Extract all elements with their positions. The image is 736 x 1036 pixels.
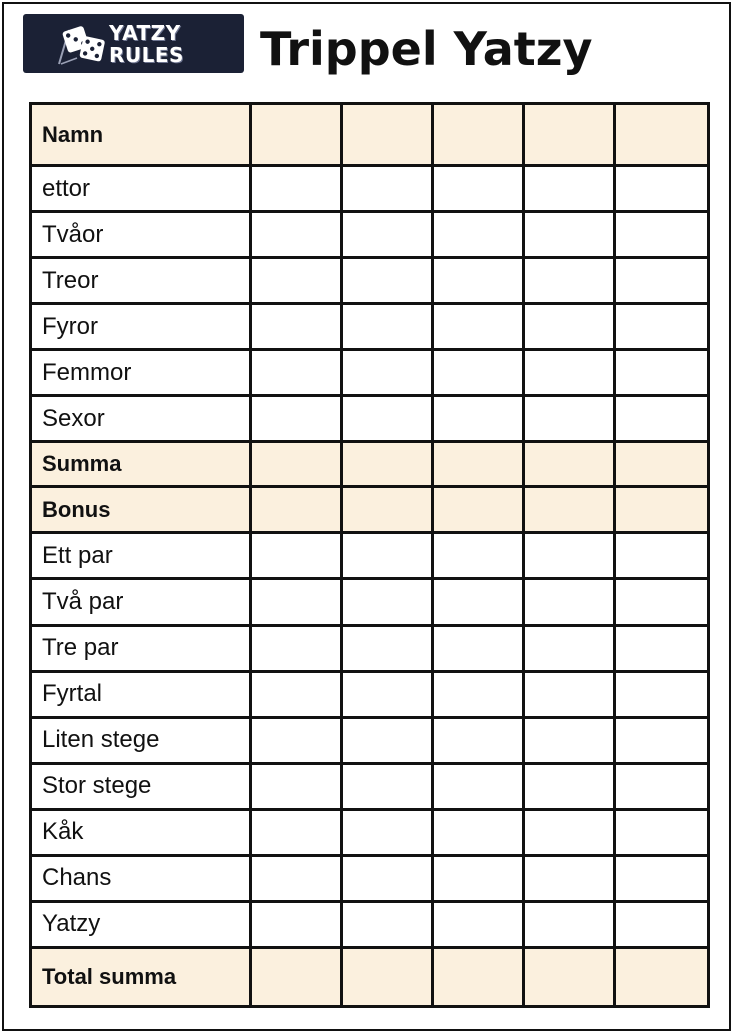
row-label: Stor stege — [31, 763, 251, 809]
score-cell[interactable] — [615, 579, 709, 625]
score-cell[interactable] — [615, 487, 709, 533]
row-label: Summa — [31, 442, 251, 487]
score-cell[interactable] — [615, 855, 709, 901]
score-cell[interactable] — [342, 763, 433, 809]
page-title: Trippel Yatzy — [260, 22, 593, 76]
row-label: Liten stege — [31, 717, 251, 763]
scorecard-table — [29, 102, 710, 1008]
score-cell[interactable] — [524, 350, 615, 396]
score-cell[interactable] — [251, 763, 342, 809]
score-cell[interactable] — [524, 671, 615, 717]
score-cell[interactable] — [251, 166, 342, 212]
row-label: Ett par — [31, 533, 251, 579]
score-cell[interactable] — [251, 258, 342, 304]
score-cell[interactable] — [342, 487, 433, 533]
score-cell[interactable] — [251, 625, 342, 671]
score-cell[interactable] — [524, 304, 615, 350]
score-cell[interactable] — [342, 396, 433, 442]
score-cell[interactable] — [433, 717, 524, 763]
score-row — [31, 533, 709, 579]
score-cell[interactable] — [433, 104, 524, 166]
score-cell[interactable] — [524, 901, 615, 947]
score-cell[interactable] — [524, 809, 615, 855]
score-cell[interactable] — [342, 855, 433, 901]
score-cell[interactable] — [433, 487, 524, 533]
row-label: Tre par — [31, 625, 251, 671]
score-cell[interactable] — [615, 809, 709, 855]
row-label: Treor — [31, 258, 251, 304]
score-cell[interactable] — [433, 166, 524, 212]
score-cell[interactable] — [342, 579, 433, 625]
score-cell[interactable] — [251, 350, 342, 396]
score-cell[interactable] — [342, 671, 433, 717]
score-cell[interactable] — [251, 304, 342, 350]
row-label: ettor — [31, 166, 251, 212]
score-cell[interactable] — [524, 533, 615, 579]
score-cell[interactable] — [342, 104, 433, 166]
score-row — [31, 487, 709, 533]
score-cell[interactable] — [615, 212, 709, 258]
score-cell[interactable] — [615, 396, 709, 442]
row-label: Sexor — [31, 396, 251, 442]
score-cell[interactable] — [251, 487, 342, 533]
dice-icon — [55, 20, 109, 68]
score-row — [31, 396, 709, 442]
score-cell[interactable] — [251, 809, 342, 855]
score-cell[interactable] — [342, 350, 433, 396]
score-cell[interactable] — [342, 442, 433, 487]
score-cell[interactable] — [433, 809, 524, 855]
score-cell[interactable] — [342, 625, 433, 671]
score-cell[interactable] — [342, 809, 433, 855]
score-cell[interactable] — [524, 442, 615, 487]
score-cell[interactable] — [524, 579, 615, 625]
score-row — [31, 442, 709, 487]
row-label: Tvåor — [31, 212, 251, 258]
score-cell[interactable] — [433, 671, 524, 717]
row-label: Femmor — [31, 350, 251, 396]
score-cell[interactable] — [251, 104, 342, 166]
score-cell[interactable] — [524, 717, 615, 763]
row-label: Chans — [31, 855, 251, 901]
score-cell[interactable] — [433, 763, 524, 809]
row-label: Yatzy — [31, 901, 251, 947]
score-cell[interactable] — [615, 947, 709, 1006]
score-cell[interactable] — [615, 258, 709, 304]
score-cell[interactable] — [433, 350, 524, 396]
score-cell[interactable] — [251, 947, 342, 1006]
score-row — [31, 763, 709, 809]
logo-text-rules: RULES — [109, 43, 184, 67]
score-cell[interactable] — [342, 166, 433, 212]
score-cell[interactable] — [524, 396, 615, 442]
score-cell[interactable] — [615, 104, 709, 166]
score-row — [31, 579, 709, 625]
score-cell[interactable] — [615, 625, 709, 671]
score-cell[interactable] — [524, 258, 615, 304]
row-label: Kåk — [31, 809, 251, 855]
score-cell[interactable] — [342, 304, 433, 350]
score-row — [31, 258, 709, 304]
score-cell[interactable] — [251, 396, 342, 442]
score-row — [31, 625, 709, 671]
score-row — [31, 901, 709, 947]
score-cell[interactable] — [433, 442, 524, 487]
score-cell[interactable] — [524, 947, 615, 1006]
score-cell[interactable] — [615, 304, 709, 350]
score-cell[interactable] — [342, 901, 433, 947]
score-cell[interactable] — [433, 258, 524, 304]
score-cell[interactable] — [433, 579, 524, 625]
score-cell[interactable] — [433, 533, 524, 579]
score-cell[interactable] — [251, 533, 342, 579]
score-cell[interactable] — [524, 166, 615, 212]
score-cell[interactable] — [524, 487, 615, 533]
score-cell[interactable] — [251, 671, 342, 717]
score-row — [31, 717, 709, 763]
score-cell[interactable] — [524, 104, 615, 166]
score-cell[interactable] — [433, 304, 524, 350]
score-row — [31, 671, 709, 717]
score-cell[interactable] — [251, 442, 342, 487]
score-cell[interactable] — [433, 855, 524, 901]
score-cell[interactable] — [524, 212, 615, 258]
score-cell[interactable] — [251, 579, 342, 625]
score-cell[interactable] — [433, 901, 524, 947]
score-cell[interactable] — [433, 212, 524, 258]
score-cell[interactable] — [342, 717, 433, 763]
row-label: Fyrtal — [31, 671, 251, 717]
score-cell[interactable] — [615, 533, 709, 579]
score-row — [31, 809, 709, 855]
logo-text-yatzy: YATZY — [109, 21, 181, 45]
score-cell[interactable] — [615, 763, 709, 809]
row-label: Namn — [31, 104, 251, 166]
score-row — [31, 104, 709, 166]
score-cell[interactable] — [615, 671, 709, 717]
score-cell[interactable] — [251, 212, 342, 258]
score-cell[interactable] — [251, 901, 342, 947]
score-cell[interactable] — [524, 625, 615, 671]
score-cell[interactable] — [433, 396, 524, 442]
score-cell[interactable] — [433, 947, 524, 1006]
row-label: Fyror — [31, 304, 251, 350]
row-label: Bonus — [31, 487, 251, 533]
score-cell[interactable] — [342, 947, 433, 1006]
score-cell[interactable] — [342, 258, 433, 304]
score-cell[interactable] — [524, 855, 615, 901]
score-row — [31, 212, 709, 258]
score-cell[interactable] — [251, 717, 342, 763]
score-row — [31, 304, 709, 350]
row-label: Total summa — [31, 947, 251, 1006]
score-row — [31, 166, 709, 212]
score-cell[interactable] — [615, 350, 709, 396]
score-cell[interactable] — [615, 442, 709, 487]
score-cell[interactable] — [615, 166, 709, 212]
score-cell[interactable] — [615, 717, 709, 763]
score-row — [31, 350, 709, 396]
score-cell[interactable] — [342, 533, 433, 579]
score-cell[interactable] — [615, 901, 709, 947]
yatzy-rules-logo — [23, 14, 244, 73]
score-row — [31, 855, 709, 901]
score-row — [31, 947, 709, 1006]
score-cell[interactable] — [524, 763, 615, 809]
score-cell[interactable] — [433, 625, 524, 671]
score-cell[interactable] — [251, 855, 342, 901]
row-label: Två par — [31, 579, 251, 625]
score-cell[interactable] — [342, 212, 433, 258]
